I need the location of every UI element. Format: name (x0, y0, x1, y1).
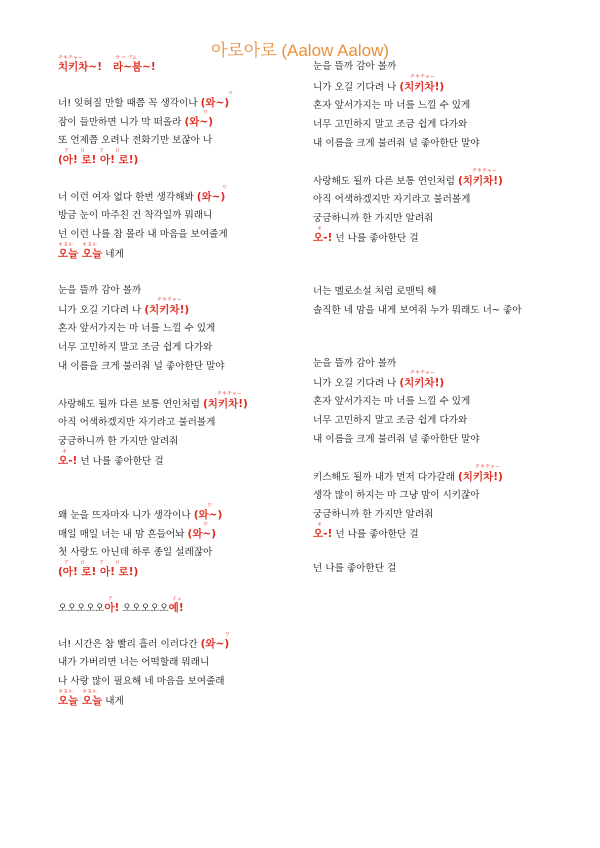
lyric-line: 너무 고민하지 말고 조금 쉽게 다가와 (313, 415, 468, 426)
furigana: チキチャー (475, 464, 500, 470)
song-title: 아로아로 (Aalow Aalow) (210, 41, 390, 60)
lyric-line: 너! 잊혀질 만할 때쯤 꼭 생각이나 (와~) (58, 97, 230, 109)
lyric-line: 오-! 넌 나를 좋아한단 걸 (313, 232, 419, 244)
lyric-line: 혼자 앞서가지는 마 너를 느낄 수 있게 (313, 396, 471, 407)
furigana: チキチャー (472, 168, 497, 174)
lyric-line: 오늘 오늘 내게 (58, 695, 124, 707)
lyric-line: 사랑해도 될까 다른 보통 연인처럼 (치키차!) (58, 398, 248, 410)
lyric-line: 왜 눈을 뜨자마자 니가 생각이나 (와~) (58, 509, 223, 521)
lyric-line: 오오오오오아! 오오오오오예! (58, 602, 184, 614)
furigana: ロ (80, 560, 86, 566)
furigana: チキチャー (410, 370, 435, 376)
furigana: チキチャー (410, 74, 435, 80)
furigana: ロ (115, 560, 121, 566)
lyric-line: 넌 나를 좋아한단 걸 (313, 563, 397, 574)
lyric-line: 궁금하니까 한 가지만 알려줘 (313, 213, 434, 224)
lyric-line: 혼자 앞서가지는 마 너를 느낄 수 있게 (58, 323, 216, 334)
furigana: ア (64, 148, 70, 154)
furigana: チキチャー (157, 297, 182, 303)
lyric-line: 혼자 앞서가지는 마 너를 느낄 수 있게 (313, 100, 471, 111)
furigana: オ (317, 226, 323, 232)
lyric-line: 너무 고민하지 말고 조금 쉽게 다가와 (58, 342, 213, 353)
furigana: オヌル (82, 689, 98, 695)
lyric-line: 잠이 들만하면 니가 막 떠올라 (와~) (58, 116, 214, 128)
lyric-line: 오-! 넌 나를 좋아한단 걸 (313, 528, 419, 540)
lyric-line: 눈을 뜰까 감아 볼까 (313, 358, 397, 369)
lyric-line: 내 이름을 크게 불러줘 널 좋아한단 말야 (313, 138, 480, 149)
furigana: ワ (203, 110, 209, 116)
lyric-line: 방금 눈이 마주친 건 착각일까 뭐래니 (58, 210, 213, 221)
lyric-line: 매일 매일 너는 내 맘 흔들어놔 (와~) (58, 528, 217, 540)
lyric-line: 나 사랑 많이 필요해 네 마음을 보여줄래 (58, 676, 225, 687)
lyric-line: 궁금하니까 한 가지만 알려줘 (58, 436, 179, 447)
furigana: オヌル (82, 242, 98, 248)
furigana: ラ ~ ブム (115, 55, 138, 61)
furigana: ワ (228, 91, 234, 97)
furigana: ア (99, 148, 105, 154)
intro-line: 치키차~! 라~붐~! (58, 61, 156, 73)
furigana: チキチャー (217, 391, 242, 397)
lyric-line: 넌 이런 나를 참 몰라 내 마음을 보여줄게 (58, 229, 228, 240)
lyric-line: 오-! 넌 나를 좋아한단 걸 (58, 455, 164, 467)
furigana: ロ (80, 148, 86, 154)
lyric-line: 오늘 오늘 네게 (58, 248, 124, 260)
lyric-line: 니가 오길 기다려 나 (치키차!) (58, 304, 190, 316)
furigana: チキチャー (58, 55, 83, 61)
lyric-line: 내 이름을 크게 불러줘 널 좋아한단 말야 (58, 361, 225, 372)
furigana: ア (99, 560, 105, 566)
lyric-line: 너 이런 여자 없다 한번 생각해봐 (와~) (58, 191, 226, 203)
lyric-line: 아직 어색하겠지만 자기라고 불러볼게 (58, 417, 216, 428)
furigana: ワ (222, 185, 228, 191)
lyric-line: 눈을 뜰까 감아 볼까 (313, 61, 397, 72)
lyric-line: (아! 로! 아! 로!) (58, 154, 139, 166)
lyric-line: 또 언제쯤 오려나 전화기만 보잖아 나 (58, 135, 213, 146)
furigana: ロ (115, 148, 121, 154)
lyric-line: 너무 고민하지 말고 조금 쉽게 다가와 (313, 119, 468, 130)
lyric-line: 내가 가버리면 너는 어떡할래 뭐래니 (58, 657, 210, 668)
lyric-line: 니가 오길 기다려 나 (치키차!) (313, 377, 445, 389)
lyric-line: 키스해도 될까 내가 먼저 다가갈래 (치키차!) (313, 471, 503, 483)
lyric-line: (아! 로! 아! 로!) (58, 566, 139, 578)
furigana: オ (317, 522, 323, 528)
lyric-line: 솔직한 네 맘을 내게 보여줘 누가 뭐래도 너~ 좋아 (313, 305, 522, 316)
lyric-line: 아직 어색하겠지만 자기라고 불러볼게 (313, 194, 471, 205)
lyric-line: 사랑해도 될까 다른 보통 연인처럼 (치키차!) (313, 175, 503, 187)
lyric-line: 너! 시간은 참 빨리 흘러 이러다간 (와~) (58, 638, 230, 650)
lyric-line: 생각 많이 하지는 마 그냥 맘이 시키잖아 (313, 490, 480, 501)
lyric-line: 너는 멜로소설 처럼 로맨틱 해 (313, 286, 437, 297)
furigana: イェ (172, 596, 182, 602)
lyric-line: 첫 사랑도 아닌데 하루 종일 설레잖아 (58, 547, 213, 558)
furigana: ア (108, 596, 114, 602)
lyric-line: 내 이름을 크게 불러줘 널 좋아한단 말야 (313, 434, 480, 445)
furigana: ワ (203, 522, 209, 528)
lyric-line: 궁금하니까 한 가지만 알려줘 (313, 509, 434, 520)
furigana: オヌル (58, 689, 74, 695)
furigana: オヌル (58, 242, 74, 248)
furigana: オ (62, 449, 68, 455)
lyric-line: 니가 오길 기다려 나 (치키차!) (313, 81, 445, 93)
furigana: ア (64, 560, 70, 566)
lyric-line: 눈을 뜰까 감아 볼까 (58, 285, 142, 296)
furigana: ワ (225, 632, 231, 638)
furigana: ワ (207, 503, 213, 509)
